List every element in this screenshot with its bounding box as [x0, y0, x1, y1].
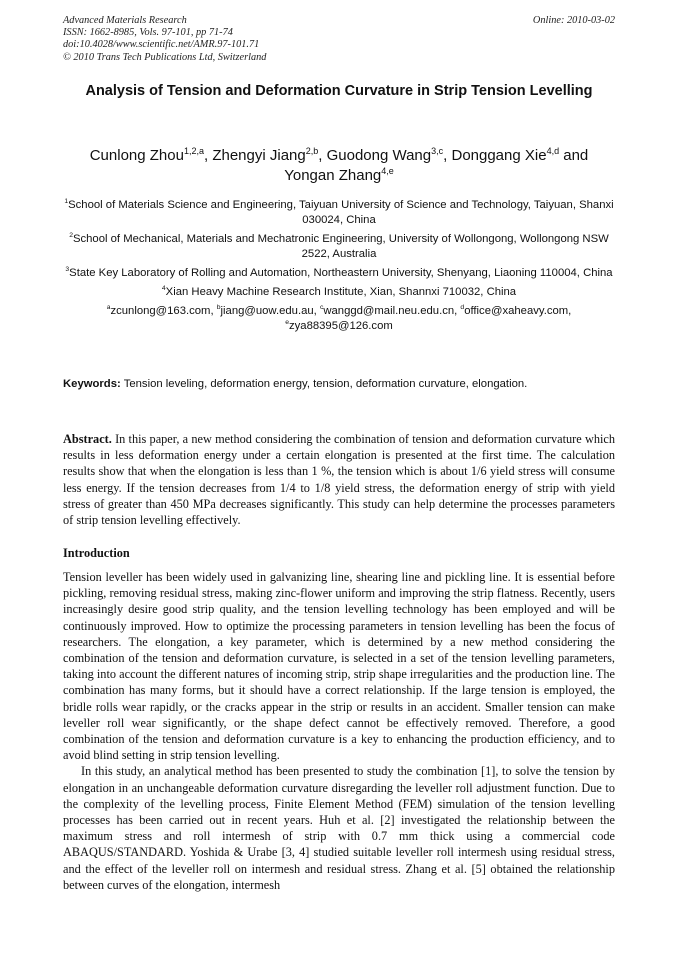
keywords-text: Tension leveling, deformation energy, tension, deformation curvature, elongation. [123, 378, 528, 390]
journal-name: Advanced Materials Research [63, 15, 187, 26]
affiliation-sup: 1 [64, 198, 69, 206]
copyright-line: © 2010 Trans Tech Publications Ltd, Switzerland [63, 51, 267, 63]
author-sup: 1,2,a [183, 146, 204, 156]
affiliation-text: School of Materials Science and Engineering, Taiyuan University of Science and Technology, Taiyuan, Shanxi 030024, China [68, 199, 614, 226]
author-name: Yongan Zhang [284, 167, 382, 184]
email-sup: b [216, 304, 221, 312]
journal-header [63, 15, 463, 64]
affiliation-sup: 3 [65, 266, 70, 274]
affiliation-sup: 2 [69, 232, 73, 240]
affiliation [63, 232, 615, 262]
author-sup: 2,b [305, 146, 319, 156]
paragraph: Tension leveller has been widely used in galvanizing line, shearing line and pickling line. It is essential before pickling, removing residual stress, making zinc-flower uniform and improving the strip flatness. Recently, users increasingly desire good strip quality, and the tension levelling technology has been employed and will be continuously improved. How to optimize the processing parameters in tension levelling has been the focus of researchers. The elongation, a key parameter, which is determined by a new method considering the combination of the tension and deformation curvature, is selected in a set of the tension levelling parameters, taking into account the different natures of incoming strip, strip shape irregularities and the production line. The combination has many forms, but it should have a correct relationship. If the large tension is employed, the bridle rolls wear rapidly, or the cracks appear in the strip or results in an accident. Smaller tension can make leveller roll wear significantly, or the shape defect cannot be effectively removed. Therefore, a good combination of the tension and deformation curvature is a key to enhancing the production efficiency, and to avoid blind setting in strip tension levelling. [63, 570, 615, 763]
paper-title: Analysis of Tension and Deformation Curvature in Strip Tension Levelling [85, 83, 593, 99]
affiliations [63, 198, 615, 338]
author [284, 167, 394, 184]
author-name: Cunlong Zhou [89, 147, 184, 164]
email-sup: e [285, 319, 289, 327]
affiliation [63, 266, 615, 281]
email-sup: d [460, 304, 465, 312]
author-separator: , [318, 147, 327, 164]
affiliation-text: Xian Heavy Machine Research Institute, Xian, Shannxi 710032, China [165, 286, 517, 298]
author-name: Guodong Wang [326, 147, 432, 164]
email: jiang@uow.edu.au [220, 305, 314, 317]
abstract [63, 431, 615, 528]
author [90, 147, 213, 164]
abstract-text: In this paper, a new method considering the combination of tension and deformation curvature which results in less deformation energy under a certain elongation is presented at the first time. The calculation results show that when the elongation is less than 1 %, the tension which is about 1/6 yield stress will consume less energy. If the tension decreases from 1/4 to 1/8 yield stress, the deformation energy of strip with yield stress of greater than 450 MPa decreases significantly. This study can help determine the processes parameters of strip tension levelling effectively. [63, 432, 615, 528]
email-entry [285, 320, 393, 332]
email: zya88395@126.com [288, 320, 393, 332]
author-sup: 4,e [381, 166, 394, 176]
email-list [63, 304, 615, 334]
introduction-body [63, 569, 615, 893]
keywords-label: Keywords: [63, 378, 121, 390]
affiliation [63, 285, 615, 300]
email-entry [107, 305, 217, 317]
author-name: Zhengyi Jiang [212, 147, 306, 164]
author [451, 147, 588, 164]
author-separator: , [443, 147, 452, 164]
issn-line: ISSN: 1662-8985, Vols. 97-101, pp 71-74 [63, 27, 233, 39]
affiliation-text: School of Mechanical, Materials and Mechatronic Engineering, University of Wollongong, Wollongong NSW 2522, Australia [72, 233, 609, 260]
section-heading: Introduction [63, 546, 130, 560]
affiliation-sup: 4 [161, 285, 166, 293]
abstract-label: Abstract. [63, 432, 112, 446]
email-sup: c [319, 304, 324, 312]
author-separator: and [559, 147, 589, 164]
online-date: Online: 2010-03-02 [532, 15, 615, 26]
author-name: Donggang Xie [451, 147, 547, 164]
doi-line: doi:10.4028/www.scientific.net/AMR.97-101.71 [63, 39, 260, 51]
affiliation [63, 198, 615, 228]
author-sup: 3,c [431, 146, 444, 156]
email-entry [460, 305, 571, 317]
email-sup: a [106, 304, 111, 312]
email-separator: , [210, 305, 217, 317]
author [327, 147, 452, 164]
email-entry [320, 305, 460, 317]
email-separator: , [568, 305, 572, 317]
email: office@xaheavy.com [464, 305, 569, 317]
email-separator: , [454, 305, 461, 317]
paragraph: In this study, an analytical method has been presented to study the combination [1], to solve the tension by elongation in an unchangeable deformation curvature disregarding the leveller roll adjustment function. Due to the complexity of the levelling process, Finite Element Method (FEM) simulation of the tension levelling processes has been carried out in recent years. Huh et al. [2] investigated the relationship between the maximum stress and roll intermesh of strip with 0.7 mm thick using a commercial code ABAQUS/STANDARD. Yoshida & Urabe [3, 4] studied suitable leveller roll intermesh using residual stress, and the effect of the leveller roll on intermesh and residual stress. Zhang et al. [5] obtained the relationship between curves of the elongation, intermesh [63, 764, 615, 892]
author [212, 147, 326, 164]
email-entry [217, 305, 320, 317]
email-separator: , [313, 305, 320, 317]
email: wanggd@mail.neu.edu.cn [323, 305, 455, 317]
author-sup: 4,d [546, 146, 560, 156]
keywords [63, 377, 615, 392]
email: zcunlong@163.com [110, 305, 211, 317]
author-separator: , [203, 147, 213, 164]
affiliation-text: State Key Laboratory of Rolling and Automation, Northeastern University, Shenyang, Liaoning 110004, China [69, 267, 613, 279]
author-list [55, 146, 623, 186]
